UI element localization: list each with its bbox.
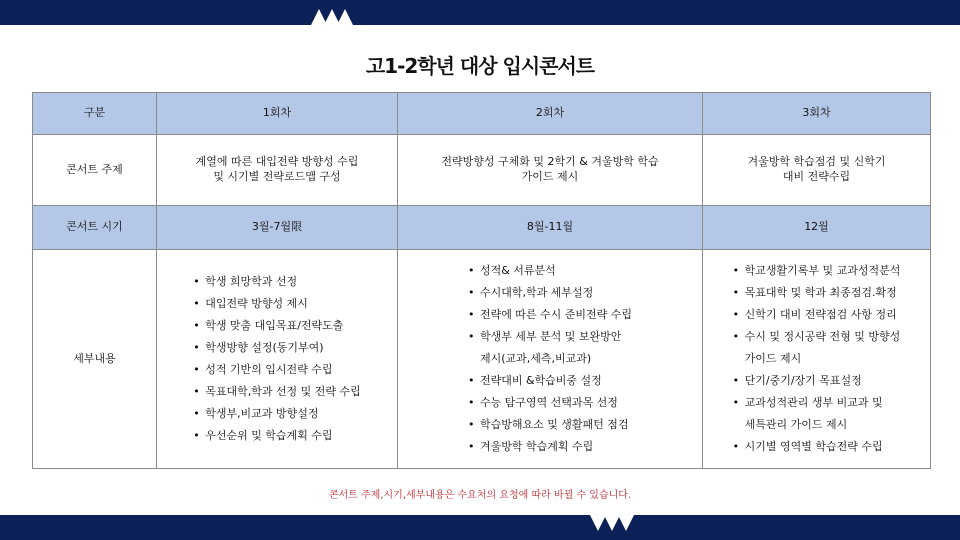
list-item <box>193 425 361 447</box>
list-item <box>193 403 361 425</box>
list-item-text: 시기별 영역별 학습전략 수립 <box>744 440 883 453</box>
bullet-icon: • <box>732 330 740 343</box>
list-item-continuation: 세특관리 가이드 제시 <box>744 418 848 431</box>
list-item <box>733 260 901 282</box>
list-item <box>468 304 632 326</box>
bullet-icon: • <box>467 286 475 299</box>
footnote: 콘서트 주제,시기,세부내용은 수요처의 요청에 따라 바뀔 수 있습니다. <box>328 490 632 501</box>
list-item-text: 학생 맞춤 대입목표/전략도출 <box>205 319 344 332</box>
period-session-1: 3월-7월限 <box>157 206 398 250</box>
list-item-text: 교과성적관리 생부 비교과 및 <box>744 396 883 409</box>
list-item-text: 수시대학,학과 세부설정 <box>479 286 594 299</box>
list-item <box>468 282 632 304</box>
list-item <box>468 392 632 414</box>
bullet-icon: • <box>193 363 200 376</box>
bullet-icon: • <box>193 341 200 354</box>
bullet-icon: • <box>193 385 200 398</box>
list-item-text: 수시 및 정시공략 전형 및 방향성 <box>744 330 901 343</box>
table-header-row <box>33 93 931 135</box>
top-banner <box>0 0 960 25</box>
detail-session-2 <box>398 250 703 469</box>
list-item <box>193 337 361 359</box>
bullet-icon: • <box>732 264 740 277</box>
detail-session-3 <box>703 250 931 469</box>
header-session-2: 2회차 <box>398 93 703 135</box>
bullet-icon: • <box>732 396 740 409</box>
bullet-icon: • <box>467 440 475 453</box>
list-item <box>733 304 901 326</box>
table-row-detail <box>33 250 931 469</box>
theme-session-3: 겨울방학 학습점검 및 신학기 대비 전략수립 <box>703 135 931 206</box>
bullet-icon: • <box>193 429 200 442</box>
bullet-icon: • <box>732 308 740 321</box>
detail-session-1 <box>157 250 398 469</box>
list-item-continuation: 가이드 제시 <box>744 352 802 365</box>
list-item <box>193 359 361 381</box>
list-item-text: 학생방향 설정(동기부여) <box>205 341 324 354</box>
list-item <box>733 436 901 458</box>
period-session-3: 12월 <box>703 206 931 250</box>
bullet-icon: • <box>193 319 200 332</box>
bullet-icon: • <box>467 308 475 321</box>
triangle-up-icon <box>337 9 353 25</box>
bullet-icon: • <box>467 264 475 277</box>
list-item-text: 대입전략 방향성 제시 <box>205 297 308 310</box>
row-label-period: 콘서트 시기 <box>33 206 157 250</box>
list-item <box>468 414 632 436</box>
list-item <box>468 370 632 392</box>
theme-session-2: 전략방향성 구체화 및 2학기 & 겨울방학 학습 가이드 제시 <box>398 135 703 206</box>
list-item <box>193 381 361 403</box>
row-label-theme: 콘서트 주제 <box>33 135 157 206</box>
header-category: 구분 <box>33 93 157 135</box>
period-session-2: 8월-11월 <box>398 206 703 250</box>
list-item <box>468 436 632 458</box>
theme-session-1: 계열에 따른 대입전략 방향성 수립 및 시기별 전략로드맵 구성 <box>157 135 398 206</box>
list-item <box>193 271 361 293</box>
bullet-icon: • <box>193 275 200 288</box>
bullet-icon: • <box>467 330 475 343</box>
list-item-text: 학습방해요소 및 생활패턴 점검 <box>479 418 629 431</box>
list-item-text: 수능 탐구영역 선택과목 선정 <box>479 396 618 409</box>
list-item <box>193 315 361 337</box>
list-item-continuation: 제시(교과,세측,비교과) <box>479 352 592 365</box>
bullet-icon: • <box>732 374 740 387</box>
list-item-text: 신학기 대비 전략점검 사항 정리 <box>744 308 897 321</box>
list-item-text: 학생 희망학과 선정 <box>205 275 298 288</box>
list-item-text: 단기/중기/장기 목표설정 <box>744 374 862 387</box>
bullet-icon: • <box>467 396 475 409</box>
list-item <box>733 282 901 304</box>
bullet-icon: • <box>467 374 475 387</box>
list-item <box>733 370 901 392</box>
list-item-text: 성적& 서류분석 <box>479 264 556 277</box>
list-item-text: 학교생활기록부 및 교과성적분석 <box>744 264 901 277</box>
bullet-icon: • <box>193 407 200 420</box>
list-item <box>468 326 632 370</box>
list-item-text: 학생부 세부 분석 및 보완방안 <box>479 330 622 343</box>
list-item <box>468 260 632 282</box>
list-item-text: 성적 기반의 입시전략 수립 <box>205 363 333 376</box>
bullet-icon: • <box>732 286 740 299</box>
bullet-icon: • <box>732 440 740 453</box>
list-item-text: 목표대학 및 학과 최종점검.확정 <box>744 286 897 299</box>
list-item-text: 목표대학,학과 선정 및 전략 수립 <box>205 385 361 398</box>
table-row-period <box>33 206 931 250</box>
list-item-text: 겨울방학 학습계획 수립 <box>479 440 594 453</box>
detail-list <box>733 260 901 458</box>
list-item <box>193 293 361 315</box>
concert-schedule-table <box>32 92 931 469</box>
list-item-text: 전략대비 &학습비중 설정 <box>479 374 602 387</box>
header-session-3: 3회차 <box>703 93 931 135</box>
detail-list <box>468 260 632 458</box>
row-label-detail: 세부내용 <box>33 250 157 469</box>
list-item-text: 학생부,비교과 방향설정 <box>205 407 319 420</box>
page-title: 고1-2학년 대상 입시콘서트 <box>365 54 595 78</box>
list-item <box>733 326 901 370</box>
bullet-icon: • <box>467 418 475 431</box>
list-item <box>733 392 901 436</box>
header-session-1: 1회차 <box>157 93 398 135</box>
list-item-text: 우선순위 및 학습계획 수립 <box>205 429 333 442</box>
list-item-text: 전략에 따른 수시 준비전략 수립 <box>479 308 633 321</box>
detail-list <box>193 271 361 447</box>
bottom-banner <box>0 515 960 540</box>
triangle-down-icon <box>618 515 634 531</box>
bullet-icon: • <box>193 297 200 310</box>
table-row-theme <box>33 135 931 206</box>
